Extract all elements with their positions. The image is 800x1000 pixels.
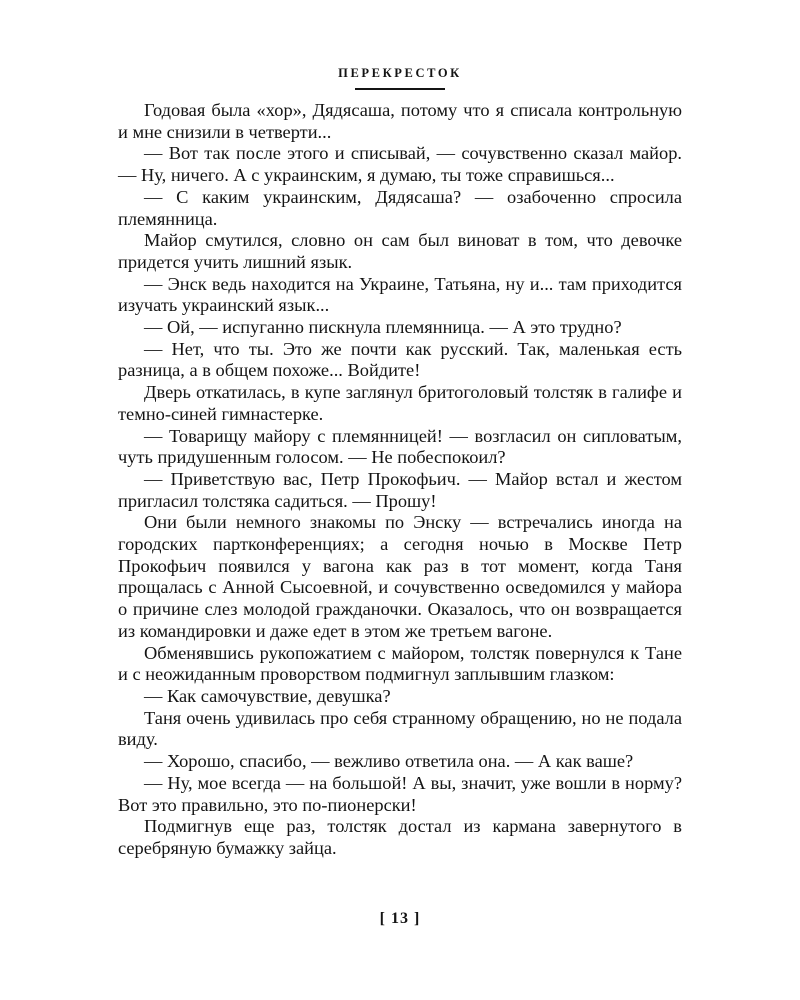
paragraph: — Приветствую вас, Петр Прокофьич. — Майор встал и жестом пригласил толстяка садиться. — Прошу! <box>118 468 682 511</box>
paragraph: Они были немного знакомы по Энску — встречались иногда на городских партконференциях; а сегодня ночью в Москве Петр Прокофьич появился у вагона как раз в тот момент, когда Таня прощалась с Анной Сысоевной, и сочувственно осведомился у майора о причине слез молодой гражданочки. Оказалось, что он возвращается из командировки и даже едет в этом же третьем вагоне. <box>118 512 682 641</box>
paragraph: — Как самочувствие, девушка? <box>144 685 391 706</box>
body-text <box>118 100 682 860</box>
paragraph: Подмигнув еще раз, толстяк достал из кармана завернутого в серебряную бумажку зайца. <box>118 816 682 858</box>
running-head-title: ПЕРЕКРЕСТОК <box>338 66 462 80</box>
paragraph: Майор смутился, словно он сам был виноват в том, что девочке придется учить лишний язык. <box>118 230 682 272</box>
paragraph: Дверь откатилась, в купе заглянул бритоголовый толстяк в галифе и темно-синей гимнастерке. <box>118 382 682 424</box>
paragraph: — Ой, — испуганно пискнула племянница. — А это трудно? <box>144 317 622 338</box>
paragraph: — Энск ведь находится на Украине, Татьяна, ну и... там приходится изучать украинский язык... <box>118 273 682 316</box>
paragraph: — С каким украинским, Дядясаша? — озабоченно спросила племянница. <box>118 186 682 229</box>
page-number: [ 13 ] <box>379 910 421 927</box>
paragraph: — Нет, что ты. Это же почти как русский. Так, маленькая есть разница, а в общем похоже... Войдите! <box>118 338 682 381</box>
running-head-rule <box>355 88 445 90</box>
paragraph: — Ну, мое всегда — на большой! А вы, значит, уже вошли в норму? Вот это правильно, это по-пионерски! <box>118 772 682 815</box>
paragraph: — Товарищу майору с племянницей! — возгласил он сипловатым, чуть придушенным голосом. — Не побеспокоил? <box>118 425 682 468</box>
paragraph: — Хорошо, спасибо, — вежливо ответила она. — А как ваше? <box>144 751 634 772</box>
paragraph: Годовая была «хор», Дядясаша, потому что я списала контрольную и мне снизили в четверти... <box>118 100 682 142</box>
paragraph: Таня очень удивилась про себя странному обращению, но не подала виду. <box>118 707 682 750</box>
paragraph: — Вот так после этого и списывай, — сочувственно сказал майор. — Ну, ничего. А с украинским, я думаю, ты тоже справишься... <box>118 143 682 186</box>
paragraph: Обменявшись рукопожатием с майором, толстяк повернулся к Тане и с неожиданным проворством подмигнул заплывшим глазком: <box>118 642 682 685</box>
